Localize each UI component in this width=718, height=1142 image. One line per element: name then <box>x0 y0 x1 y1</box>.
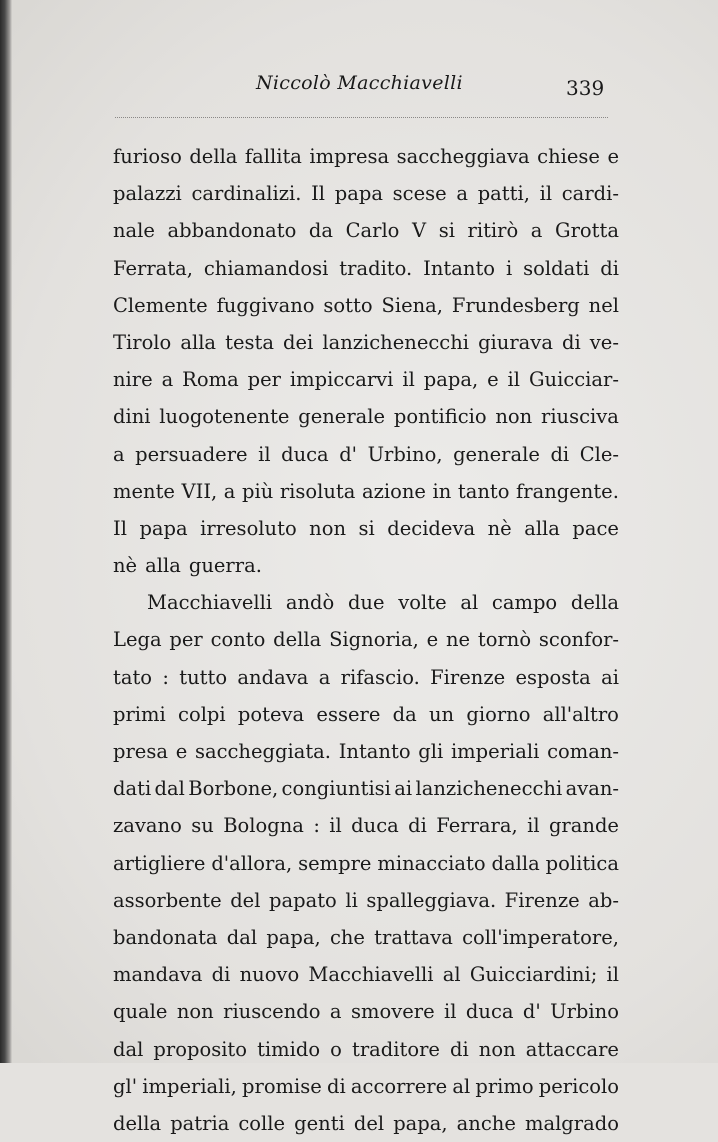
text-line: bandonata dal papa, che trattava coll'imperatore, <box>113 925 619 949</box>
text-line: della patria colle genti del papa, anche malgrado <box>113 1111 619 1135</box>
text-line: furioso della fallita impresa saccheggiava chiese e <box>113 145 619 168</box>
text-line: tato : tutto andava a rifascio. Firenze esposta ai <box>113 665 619 689</box>
book-spine-shadow <box>0 0 12 1063</box>
page-header <box>0 70 718 110</box>
text-line: nè alla guerra. <box>113 554 262 578</box>
text-line: nire a Roma per impiccarvi il papa, e il Guicciar- <box>113 368 619 392</box>
text-line: Tirolo alla testa dei lanzichenecchi giurava di ve- <box>113 330 619 354</box>
text-line: quale non riuscendo a smovere il duca d' Urbino <box>113 1000 619 1024</box>
text-line: dal proposito timido o traditore di non attaccare <box>113 1037 619 1061</box>
page-number: 339 <box>566 76 605 100</box>
text-line: presa e saccheggiata. Intanto gli imperiali coman- <box>113 740 619 763</box>
running-title: Niccolò Macchiavelli <box>256 72 463 94</box>
body-text <box>113 138 619 1142</box>
text-line: mente VII, a più risoluta azione in tanto frangente. <box>113 479 619 503</box>
text-line: mandava di nuovo Macchiavelli al Guicciardini; il <box>113 963 619 987</box>
text-line: zavano su Bologna : il duca di Ferrara, il grande <box>113 814 619 838</box>
text-line: a persuadere il duca d' Urbino, generale di Cle- <box>113 442 619 466</box>
text-line: Macchiavelli andò due volte al campo della <box>147 591 619 615</box>
text-line: dini luogotenente generale pontificio non riusciva <box>113 405 619 429</box>
text-line: palazzi cardinalizi. Il papa scese a patti, il cardi- <box>113 182 619 206</box>
text-line: gl' imperiali, promise di accorrere al primo pericolo <box>113 1074 619 1098</box>
text-line: primi colpi poteva essere da un giorno all'altro <box>113 702 619 726</box>
text-line: assorbente del papato li spalleggiava. Firenze ab- <box>113 888 619 912</box>
text-line: Il papa irresoluto non si decideva nè alla pace <box>113 516 619 540</box>
text-line: Clemente fuggivano sotto Siena, Frundesberg nel <box>113 293 619 317</box>
text-line: Ferrata, chiamandosi tradito. Intanto i soldati di <box>113 256 619 280</box>
text-line: artigliere d'allora, sempre minacciato dalla politica <box>113 851 619 875</box>
text-line: Lega per conto della Signoria, e ne tornò sconfor- <box>113 628 619 652</box>
text-line: nale abbandonato da Carlo V si ritirò a Grotta <box>113 219 619 243</box>
text-line: dati dal Borbone, congiuntisi ai lanzichenecchi avan- <box>113 777 619 801</box>
header-dotted-rule <box>115 117 608 118</box>
